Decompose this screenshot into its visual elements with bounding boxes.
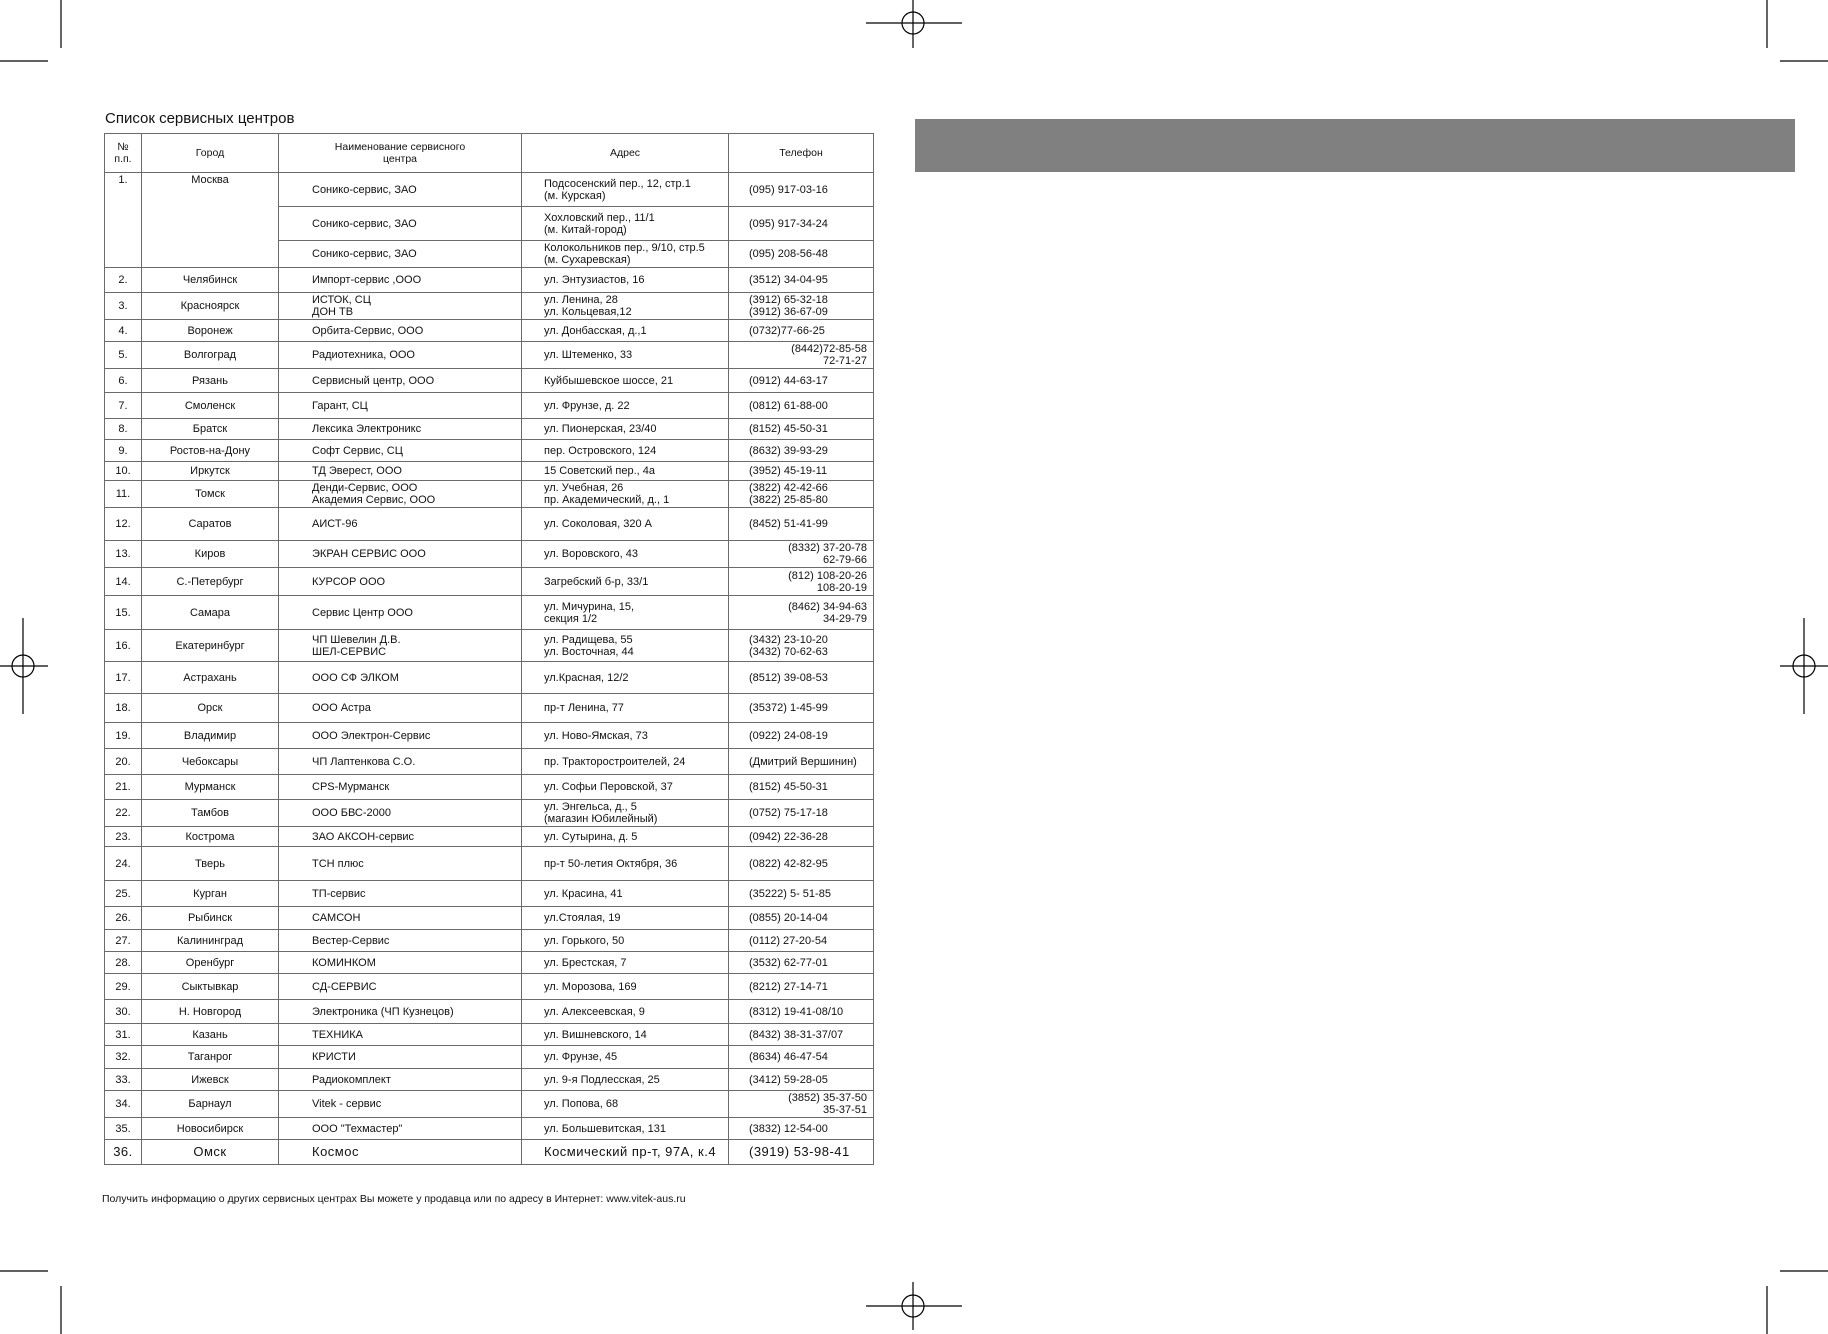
row-city: Астрахань [142, 662, 279, 694]
table-row [105, 723, 874, 749]
row-phone: (3822) 42-42-66 (3822) 25-85-80 [729, 481, 874, 508]
row-service-name: ЧП Лаптенкова С.О. [279, 749, 522, 775]
table-row [105, 952, 874, 974]
row-number: 27. [105, 930, 142, 952]
row-phone: (0942) 22-36-28 [729, 827, 874, 847]
row-service-name: КРИСТИ [279, 1046, 522, 1069]
row-city: Калининград [142, 930, 279, 952]
table-row [105, 1091, 874, 1118]
row-address: ул. Попова, 68 [522, 1091, 729, 1118]
row-number: 28. [105, 952, 142, 974]
table-row [105, 847, 874, 881]
row-address: ул. Морозова, 169 [522, 974, 729, 1000]
row-service-name: ТСН плюс [279, 847, 522, 881]
row-number: 10. [105, 462, 142, 481]
row-number: 29. [105, 974, 142, 1000]
row-number: 2. [105, 268, 142, 293]
row-service-name: Сервис Центр ООО [279, 596, 522, 630]
row-number: 36. [105, 1140, 142, 1165]
row-phone: (3412) 59-28-05 [729, 1069, 874, 1091]
table-row [105, 419, 874, 440]
table-row [105, 320, 874, 342]
row-number: 23. [105, 827, 142, 847]
row-phone: (8312) 19-41-08/10 [729, 1000, 874, 1024]
row-service-name: СД-СЕРВИС [279, 974, 522, 1000]
row-service-name: ООО "Техмастер" [279, 1118, 522, 1140]
row-number: 13. [105, 541, 142, 568]
row-service-name: Электроника (ЧП Кузнецов) [279, 1000, 522, 1024]
row-city: Саратов [142, 508, 279, 541]
table-row [105, 930, 874, 952]
table-header-row [105, 134, 874, 173]
row-city: Москва [142, 173, 279, 268]
row-number: 33. [105, 1069, 142, 1091]
row-phone: (095) 917-03-16 [729, 173, 874, 207]
row-service-name: ООО СФ ЭЛКОМ [279, 662, 522, 694]
row-city: Братск [142, 419, 279, 440]
row-number: 5. [105, 342, 142, 369]
table-row [105, 881, 874, 907]
row-address: ул. Фрунзе, 45 [522, 1046, 729, 1069]
row-address: ул. Донбасская, д.,1 [522, 320, 729, 342]
table-row [105, 827, 874, 847]
row-city: Челябинск [142, 268, 279, 293]
row-phone: (3912) 65-32-18 (3912) 36-67-09 [729, 293, 874, 320]
table-body [105, 173, 874, 1165]
row-phone: (3952) 45-19-11 [729, 462, 874, 481]
row-service-name: Сонико-сервис, ЗАО [279, 173, 522, 207]
row-service-name: Космос [279, 1140, 522, 1165]
row-phone: (3832) 12-54-00 [729, 1118, 874, 1140]
table-row [105, 342, 874, 369]
row-city: Ижевск [142, 1069, 279, 1091]
row-phone: (Дмитрий Вершинин) [729, 749, 874, 775]
row-service-name: ООО БВС-2000 [279, 800, 522, 827]
row-phone: (0112) 27-20-54 [729, 930, 874, 952]
row-phone: (8152) 45-50-31 [729, 419, 874, 440]
row-address: пр-т 50-летия Октября, 36 [522, 847, 729, 881]
row-number: 17. [105, 662, 142, 694]
row-address: ул. Радищева, 55 ул. Восточная, 44 [522, 630, 729, 662]
row-address: ул. Соколовая, 320 А [522, 508, 729, 541]
row-address: ул. 9-я Подлесская, 25 [522, 1069, 729, 1091]
row-service-name: ТЕХНИКА [279, 1024, 522, 1046]
row-city: Ростов-на-Дону [142, 440, 279, 462]
row-number: 26. [105, 907, 142, 930]
row-city: Тамбов [142, 800, 279, 827]
row-number: 21. [105, 775, 142, 800]
row-service-name: КУРСОР ООО [279, 568, 522, 596]
row-service-name: ЗАО АКСОН-сервис [279, 827, 522, 847]
row-city: Волгоград [142, 342, 279, 369]
row-phone: (3919) 53-98-41 [729, 1140, 874, 1165]
row-number: 8. [105, 419, 142, 440]
row-city: Самара [142, 596, 279, 630]
row-city: Таганрог [142, 1046, 279, 1069]
row-address: ул. Пионерская, 23/40 [522, 419, 729, 440]
row-city: С.-Петербург [142, 568, 279, 596]
row-number: 20. [105, 749, 142, 775]
row-service-name: Сервисный центр, ООО [279, 369, 522, 393]
row-city: Оренбург [142, 952, 279, 974]
row-service-name: Лексика Электроникс [279, 419, 522, 440]
row-city: Мурманск [142, 775, 279, 800]
row-service-name: ООО Электрон-Сервис [279, 723, 522, 749]
row-service-name: Денди-Сервис, ООО Академия Сервис, ООО [279, 481, 522, 508]
row-address: ул. Энгельса, д., 5 (магазин Юбилейный) [522, 800, 729, 827]
row-service-name: ИСТОК, СЦ ДОН ТВ [279, 293, 522, 320]
row-phone: (812) 108-20-26 108-20-19 [729, 568, 874, 596]
table-row [105, 173, 874, 207]
row-address: ул.Стоялая, 19 [522, 907, 729, 930]
row-city: Курган [142, 881, 279, 907]
row-number: 16. [105, 630, 142, 662]
row-phone: (0855) 20-14-04 [729, 907, 874, 930]
row-number: 3. [105, 293, 142, 320]
row-service-name: Сонико-сервис, ЗАО [279, 207, 522, 241]
row-address: Космический пр-т, 97А, к.4 [522, 1140, 729, 1165]
row-address: ул. Горького, 50 [522, 930, 729, 952]
row-service-name: Софт Сервис, СЦ [279, 440, 522, 462]
table-row [105, 1140, 874, 1165]
row-city: Владимир [142, 723, 279, 749]
row-phone: (3532) 62-77-01 [729, 952, 874, 974]
row-number: 18. [105, 694, 142, 723]
row-phone: (8442)72-85-58 72-71-27 [729, 342, 874, 369]
row-phone: (0752) 75-17-18 [729, 800, 874, 827]
row-city: Тверь [142, 847, 279, 881]
row-phone: (35222) 5- 51-85 [729, 881, 874, 907]
row-phone: (8432) 38-31-37/07 [729, 1024, 874, 1046]
row-number: 4. [105, 320, 142, 342]
row-number: 1. [105, 173, 142, 268]
row-address: ул. Мичурина, 15, секция 1/2 [522, 596, 729, 630]
row-address: 15 Советский пер., 4а [522, 462, 729, 481]
row-city: Казань [142, 1024, 279, 1046]
row-address: ул. Ленина, 28 ул. Кольцевая,12 [522, 293, 729, 320]
row-number: 19. [105, 723, 142, 749]
row-address: пер. Островского, 124 [522, 440, 729, 462]
row-phone: (3852) 35-37-50 35-37-51 [729, 1091, 874, 1118]
table-row [105, 1024, 874, 1046]
row-service-name: ЧП Шевелин Д.В. ШЕЛ-СЕРВИС [279, 630, 522, 662]
table-row [105, 1069, 874, 1091]
row-city: Воронеж [142, 320, 279, 342]
row-city: Рязань [142, 369, 279, 393]
table-row [105, 508, 874, 541]
right-page-header-bar [915, 119, 1795, 172]
row-phone: (8512) 39-08-53 [729, 662, 874, 694]
service-centers-table [104, 133, 874, 1165]
table-row [105, 1046, 874, 1069]
table-row [105, 694, 874, 723]
table-row [105, 293, 874, 320]
row-number: 25. [105, 881, 142, 907]
row-city: Сыктывкар [142, 974, 279, 1000]
row-city: Н. Новгород [142, 1000, 279, 1024]
row-phone: (3512) 34-04-95 [729, 268, 874, 293]
row-number: 14. [105, 568, 142, 596]
row-number: 12. [105, 508, 142, 541]
row-service-name: Радиокомплект [279, 1069, 522, 1091]
row-address: Колокольников пер., 9/10, стр.5 (м. Сухаревская) [522, 241, 729, 268]
table-row [105, 440, 874, 462]
footer-note: Получить информацию о других сервисных центрах Вы можете у продавца или по адресу в Интернет: www.vitek-aus.ru [102, 1193, 686, 1205]
row-service-name: Вестер-Сервис [279, 930, 522, 952]
row-phone: (095) 208-56-48 [729, 241, 874, 268]
row-phone: (8212) 27-14-71 [729, 974, 874, 1000]
row-address: ул. Вишневского, 14 [522, 1024, 729, 1046]
row-number: 30. [105, 1000, 142, 1024]
table-row [105, 596, 874, 630]
row-phone: (0922) 24-08-19 [729, 723, 874, 749]
row-city: Екатеринбург [142, 630, 279, 662]
table-row [105, 974, 874, 1000]
row-address: пр-т Ленина, 77 [522, 694, 729, 723]
table-row [105, 481, 874, 508]
header-city: Город [142, 134, 279, 173]
row-service-name: ЭКРАН СЕРВИС ООО [279, 541, 522, 568]
header-num: № п.п. [105, 134, 142, 173]
table-row [105, 568, 874, 596]
table-row [105, 268, 874, 293]
row-phone: (8152) 45-50-31 [729, 775, 874, 800]
row-address: ул. Фрунзе, д. 22 [522, 393, 729, 419]
row-city: Рыбинск [142, 907, 279, 930]
row-address: ул. Большевитская, 131 [522, 1118, 729, 1140]
header-phone: Телефон [729, 134, 874, 173]
row-address: Подсосенский пер., 12, стр.1 (м. Курская) [522, 173, 729, 207]
row-number: 24. [105, 847, 142, 881]
row-address: ул. Ново-Ямская, 73 [522, 723, 729, 749]
row-number: 22. [105, 800, 142, 827]
row-service-name: КОМИНКОМ [279, 952, 522, 974]
row-service-name: CPS-Мурманск [279, 775, 522, 800]
table-row [105, 775, 874, 800]
row-number: 6. [105, 369, 142, 393]
row-city: Киров [142, 541, 279, 568]
row-address: Загребский б-р, 33/1 [522, 568, 729, 596]
row-service-name: Орбита-Сервис, ООО [279, 320, 522, 342]
row-address: ул. Штеменко, 33 [522, 342, 729, 369]
row-address: Куйбышевское шоссе, 21 [522, 369, 729, 393]
row-address: ул. Сутырина, д. 5 [522, 827, 729, 847]
row-address: ул. Брестская, 7 [522, 952, 729, 974]
row-city: Иркутск [142, 462, 279, 481]
row-number: 7. [105, 393, 142, 419]
row-number: 34. [105, 1091, 142, 1118]
row-service-name: САМСОН [279, 907, 522, 930]
row-city: Омск [142, 1140, 279, 1165]
row-service-name: Радиотехника, ООО [279, 342, 522, 369]
row-address: ул. Софьи Перовской, 37 [522, 775, 729, 800]
row-address: ул. Воровского, 43 [522, 541, 729, 568]
row-phone: (8452) 51-41-99 [729, 508, 874, 541]
row-address: Хохловский пер., 11/1 (м. Китай-город) [522, 207, 729, 241]
row-address: ул. Красина, 41 [522, 881, 729, 907]
row-city: Чебоксары [142, 749, 279, 775]
table-row [105, 800, 874, 827]
row-service-name: Гарант, СЦ [279, 393, 522, 419]
row-phone: (0812) 61-88-00 [729, 393, 874, 419]
page-title: Список сервисных центров [105, 110, 295, 127]
table-row [105, 393, 874, 419]
table-row [105, 369, 874, 393]
row-city: Кострома [142, 827, 279, 847]
row-address: ул. Алексеевская, 9 [522, 1000, 729, 1024]
row-phone: (35372) 1-45-99 [729, 694, 874, 723]
table-row [105, 749, 874, 775]
table-row [105, 630, 874, 662]
row-phone: (0822) 42-82-95 [729, 847, 874, 881]
row-phone: (8332) 37-20-78 62-79-66 [729, 541, 874, 568]
header-address: Адрес [522, 134, 729, 173]
row-city: Томск [142, 481, 279, 508]
row-address: пр. Тракторостроителей, 24 [522, 749, 729, 775]
row-service-name: ТД Эверест, ООО [279, 462, 522, 481]
row-service-name: ТП-сервис [279, 881, 522, 907]
row-service-name: Сонико-сервис, ЗАО [279, 241, 522, 268]
row-phone: (095) 917-34-24 [729, 207, 874, 241]
row-address: ул. Учебная, 26 пр. Академический, д., 1 [522, 481, 729, 508]
table-row [105, 1118, 874, 1140]
row-city: Смоленск [142, 393, 279, 419]
row-address: ул. Энтузиастов, 16 [522, 268, 729, 293]
table-row [105, 462, 874, 481]
table-row [105, 541, 874, 568]
table-row [105, 907, 874, 930]
row-number: 9. [105, 440, 142, 462]
row-phone: (0732)77-66-25 [729, 320, 874, 342]
row-city: Красноярск [142, 293, 279, 320]
row-service-name: ООО Астра [279, 694, 522, 723]
row-city: Новосибирск [142, 1118, 279, 1140]
row-city: Орск [142, 694, 279, 723]
header-name: Наименование сервисного центра [279, 134, 522, 173]
row-number: 32. [105, 1046, 142, 1069]
row-number: 31. [105, 1024, 142, 1046]
row-phone: (8632) 39-93-29 [729, 440, 874, 462]
row-phone: (0912) 44-63-17 [729, 369, 874, 393]
row-service-name: Импорт-сервис ,ООО [279, 268, 522, 293]
table-row [105, 662, 874, 694]
row-phone: (8462) 34-94-63 34-29-79 [729, 596, 874, 630]
row-phone: (3432) 23-10-20 (3432) 70-62-63 [729, 630, 874, 662]
row-service-name: Vitek - сервис [279, 1091, 522, 1118]
row-phone: (8634) 46-47-54 [729, 1046, 874, 1069]
row-address: ул.Красная, 12/2 [522, 662, 729, 694]
table-row [105, 1000, 874, 1024]
row-service-name: АИСТ-96 [279, 508, 522, 541]
row-number: 35. [105, 1118, 142, 1140]
row-number: 15. [105, 596, 142, 630]
row-number: 11. [105, 481, 142, 508]
row-city: Барнаул [142, 1091, 279, 1118]
